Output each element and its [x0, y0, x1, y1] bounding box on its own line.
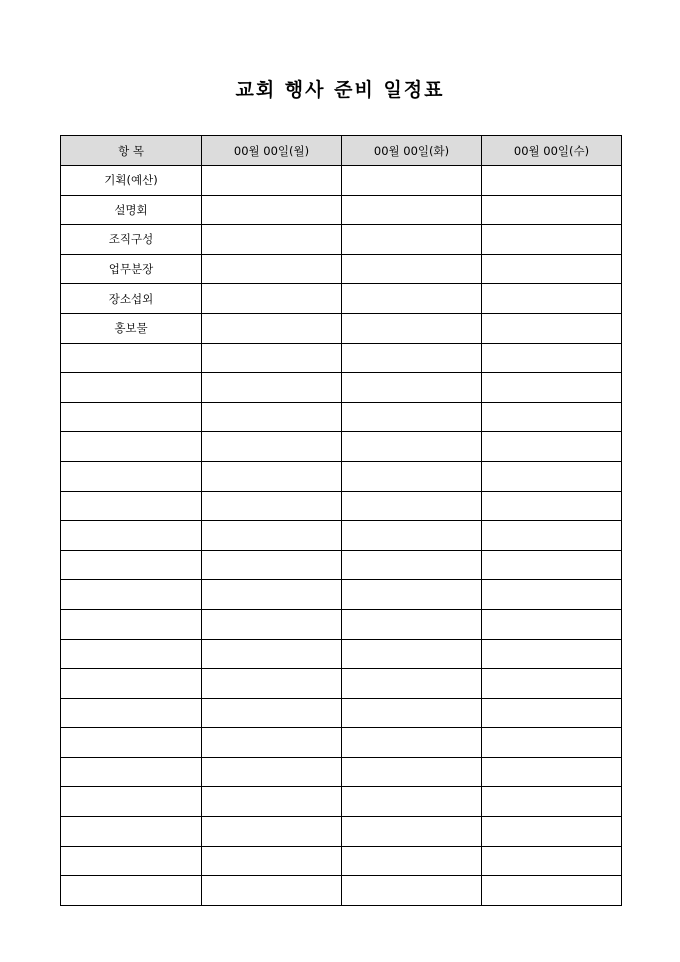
header-date-tue: 00월 00일(화)	[342, 136, 482, 166]
schedule-cell	[202, 817, 342, 847]
schedule-cell	[482, 580, 622, 610]
row-item-cell	[61, 639, 202, 669]
schedule-cell	[482, 402, 622, 432]
schedule-cell	[202, 254, 342, 284]
schedule-cell	[202, 550, 342, 580]
header-item: 항 목	[61, 136, 202, 166]
schedule-cell	[482, 728, 622, 758]
schedule-cell	[202, 698, 342, 728]
table-row	[61, 550, 622, 580]
row-item-cell	[61, 609, 202, 639]
schedule-cell	[342, 284, 482, 314]
schedule-cell	[202, 461, 342, 491]
row-item-cell	[61, 698, 202, 728]
schedule-cell	[342, 728, 482, 758]
row-item-cell	[61, 432, 202, 462]
header-row	[61, 136, 622, 166]
schedule-cell	[342, 876, 482, 906]
row-item-cell	[61, 757, 202, 787]
schedule-cell	[202, 787, 342, 817]
table-row	[61, 876, 622, 906]
schedule-cell	[202, 580, 342, 610]
table-row	[61, 402, 622, 432]
table-row	[61, 639, 622, 669]
row-item-cell: 설명회	[61, 195, 202, 225]
schedule-cell	[342, 225, 482, 255]
row-item-cell	[61, 728, 202, 758]
schedule-cell	[482, 432, 622, 462]
schedule-cell	[342, 461, 482, 491]
table-row	[61, 521, 622, 551]
schedule-cell	[482, 491, 622, 521]
table-body	[61, 166, 622, 906]
schedule-cell	[202, 639, 342, 669]
schedule-cell	[342, 757, 482, 787]
schedule-cell	[342, 550, 482, 580]
schedule-cell	[482, 225, 622, 255]
schedule-cell	[342, 846, 482, 876]
schedule-cell	[202, 876, 342, 906]
schedule-cell	[202, 728, 342, 758]
schedule-cell	[482, 639, 622, 669]
schedule-cell	[342, 195, 482, 225]
schedule-cell	[202, 402, 342, 432]
schedule-cell	[202, 669, 342, 699]
schedule-table	[60, 135, 622, 906]
schedule-cell	[202, 225, 342, 255]
table-row	[61, 698, 622, 728]
schedule-cell	[342, 166, 482, 196]
row-item-cell	[61, 550, 202, 580]
schedule-cell	[482, 195, 622, 225]
row-item-cell: 업무분장	[61, 254, 202, 284]
row-item-cell: 홍보물	[61, 313, 202, 343]
schedule-cell	[342, 491, 482, 521]
table-row	[61, 461, 622, 491]
schedule-cell	[202, 284, 342, 314]
schedule-cell	[342, 343, 482, 373]
schedule-cell	[482, 817, 622, 847]
table-row	[61, 580, 622, 610]
schedule-cell	[202, 195, 342, 225]
row-item-cell	[61, 373, 202, 403]
schedule-cell	[482, 787, 622, 817]
schedule-cell	[342, 521, 482, 551]
schedule-cell	[482, 521, 622, 551]
schedule-cell	[342, 609, 482, 639]
schedule-cell	[342, 669, 482, 699]
table-row	[61, 787, 622, 817]
schedule-cell	[482, 461, 622, 491]
row-item-cell: 조직구성	[61, 225, 202, 255]
schedule-cell	[202, 757, 342, 787]
row-item-cell	[61, 580, 202, 610]
schedule-cell	[482, 166, 622, 196]
table-row	[61, 669, 622, 699]
schedule-cell	[482, 313, 622, 343]
schedule-cell	[482, 550, 622, 580]
schedule-cell	[482, 284, 622, 314]
schedule-cell	[202, 846, 342, 876]
table-row	[61, 728, 622, 758]
table-row	[61, 284, 622, 314]
table-row	[61, 254, 622, 284]
header-date-mon: 00월 00일(월)	[202, 136, 342, 166]
schedule-cell	[342, 254, 482, 284]
schedule-cell	[202, 521, 342, 551]
row-item-cell	[61, 402, 202, 432]
schedule-cell	[342, 817, 482, 847]
schedule-cell	[342, 313, 482, 343]
schedule-cell	[482, 609, 622, 639]
schedule-cell	[202, 313, 342, 343]
table-row	[61, 195, 622, 225]
row-item-cell: 장소섭외	[61, 284, 202, 314]
schedule-cell	[482, 846, 622, 876]
schedule-cell	[202, 166, 342, 196]
table-row	[61, 432, 622, 462]
row-item-cell	[61, 817, 202, 847]
schedule-cell	[482, 373, 622, 403]
schedule-cell	[342, 698, 482, 728]
row-item-cell	[61, 491, 202, 521]
table-row	[61, 343, 622, 373]
table-row	[61, 757, 622, 787]
schedule-cell	[342, 373, 482, 403]
page-title: 교회 행사 준비 일정표	[235, 79, 445, 101]
table-row	[61, 491, 622, 521]
row-item-cell	[61, 669, 202, 699]
row-item-cell: 기획(예산)	[61, 166, 202, 196]
schedule-cell	[342, 639, 482, 669]
row-item-cell	[61, 787, 202, 817]
schedule-cell	[202, 432, 342, 462]
schedule-cell	[482, 254, 622, 284]
schedule-cell	[202, 373, 342, 403]
schedule-cell	[342, 432, 482, 462]
schedule-cell	[202, 343, 342, 373]
row-item-cell	[61, 876, 202, 906]
schedule-cell	[342, 402, 482, 432]
schedule-cell	[482, 698, 622, 728]
row-item-cell	[61, 521, 202, 551]
header-date-wed: 00월 00일(수)	[482, 136, 622, 166]
schedule-cell	[342, 580, 482, 610]
table-row	[61, 313, 622, 343]
schedule-cell	[482, 343, 622, 373]
schedule-cell	[482, 876, 622, 906]
table-row	[61, 373, 622, 403]
schedule-cell	[482, 757, 622, 787]
table-row	[61, 817, 622, 847]
table-header	[61, 136, 622, 166]
table-row	[61, 846, 622, 876]
row-item-cell	[61, 343, 202, 373]
table-row	[61, 609, 622, 639]
table-row	[61, 166, 622, 196]
schedule-cell	[202, 491, 342, 521]
table-row	[61, 225, 622, 255]
schedule-cell	[342, 787, 482, 817]
row-item-cell	[61, 846, 202, 876]
schedule-cell	[202, 609, 342, 639]
row-item-cell	[61, 461, 202, 491]
schedule-cell	[482, 669, 622, 699]
